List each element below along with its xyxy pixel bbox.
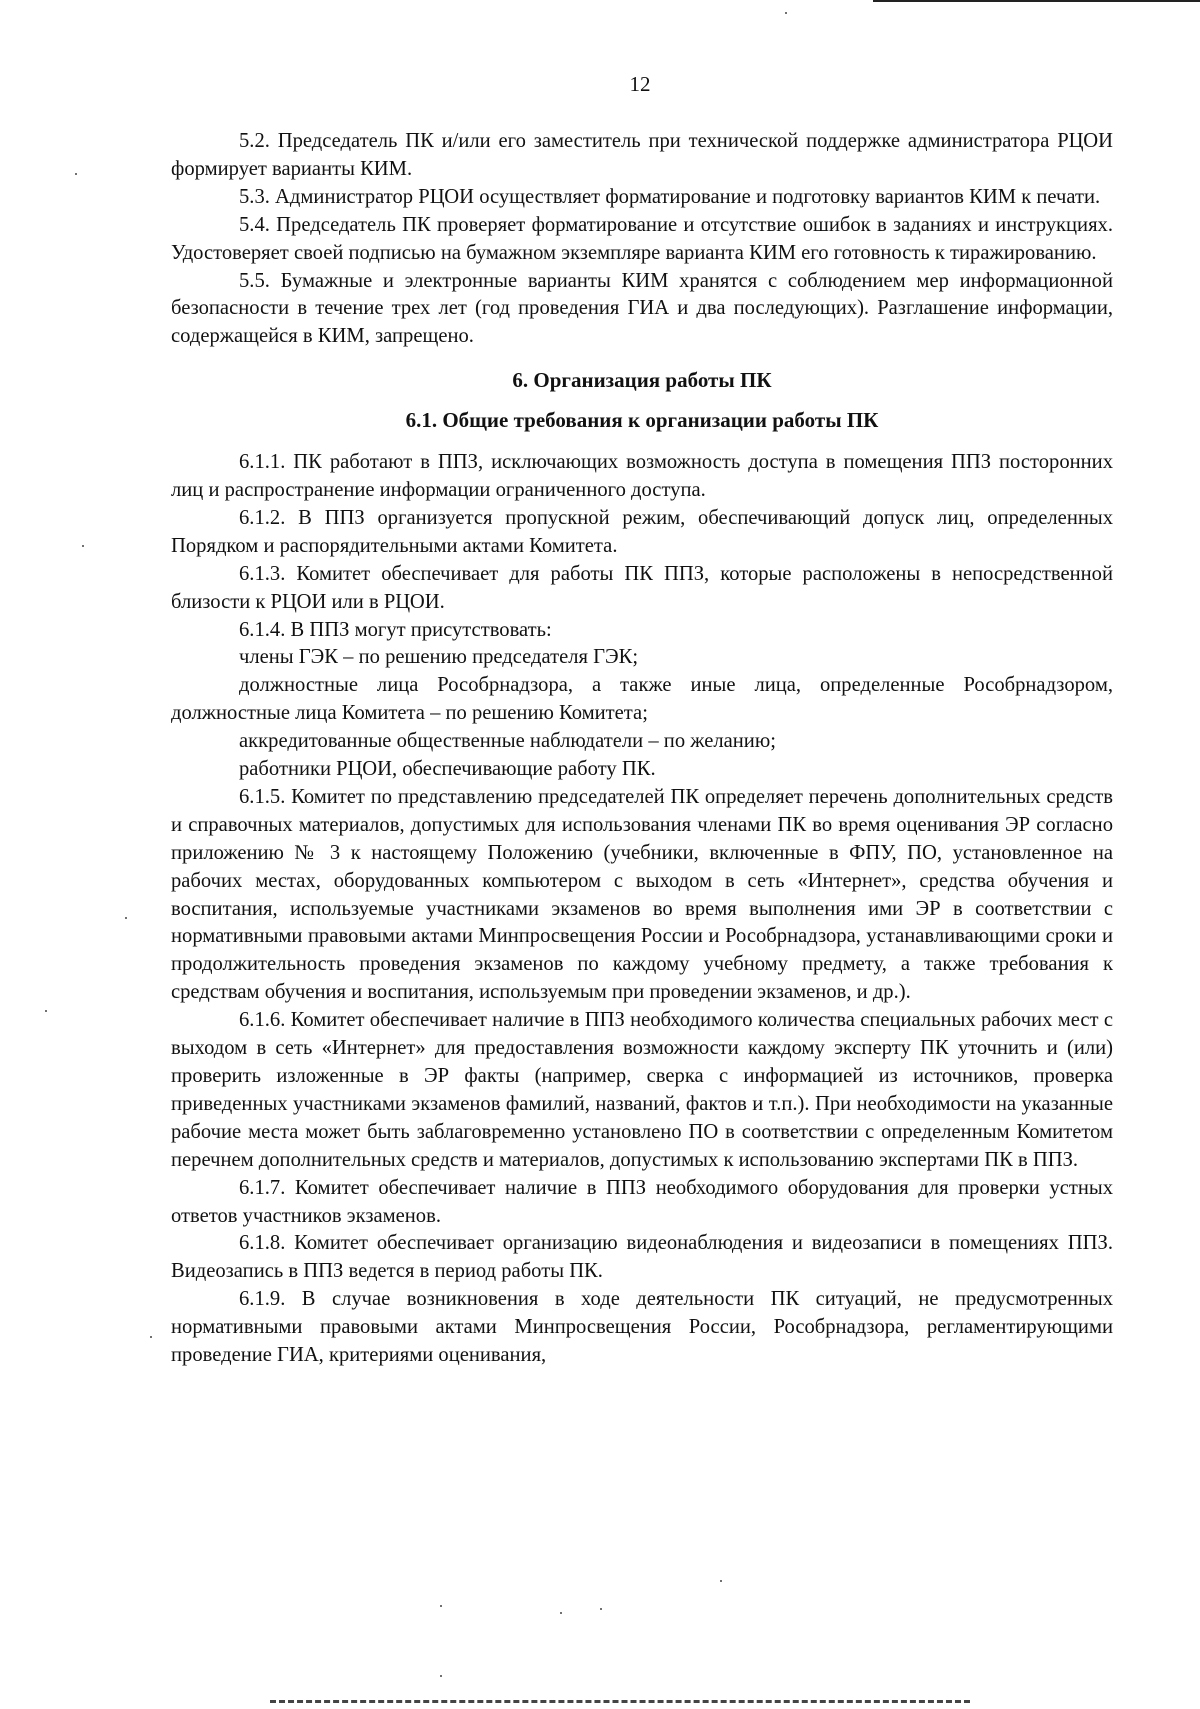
- scan-speck: [440, 1675, 442, 1677]
- paragraph-5-2: 5.2. Председатель ПК и/или его заместитель при технической поддержке администратора РЦОИ формирует варианты КИМ.: [171, 130, 1113, 180]
- scan-speck: [560, 1612, 562, 1614]
- paragraph-6-1-9: 6.1.9. В случае возникновения в ходе деятельности ПК ситуаций, не предусмотренных нормативными правовыми актами Минпросвещения России, Рособрнадзора, регламентирующими проведение ГИА, критериями оценивания,: [171, 1288, 1113, 1367]
- paragraph-6-1-3: 6.1.3. Комитет обеспечивает для работы ПК ППЗ, которые расположены в непосредственной близости к РЦОИ или в РЦОИ.: [171, 562, 1113, 613]
- list-item-rcoi-staff: работники РЦОИ, обеспечивающие работу ПК.: [239, 758, 656, 781]
- paragraph-5-5: 5.5. Бумажные и электронные варианты КИМ хранятся с соблюдением мер информационной безопасности в течение трех лет (год проведения ГИА и два последующих). Разглашение информации, содержащейся в КИМ, запрещено.: [171, 269, 1113, 348]
- paragraph-6-1-4: 6.1.4. В ППЗ могут присутствовать:: [239, 618, 552, 641]
- scan-speck: [150, 1336, 152, 1338]
- paragraph-6-1-8: 6.1.8. Комитет обеспечивает организацию видеонаблюдения и видеозаписи в помещениях ППЗ. Видеозапись в ППЗ ведется в период работы ПК.: [171, 1232, 1113, 1283]
- paragraph-6-1-6: 6.1.6. Комитет обеспечивает наличие в ППЗ необходимого количества специальных рабочих мест с выходом в сеть «Интернет» для предоставления возможности каждому эксперту ПК уточнить и (или) проверить изложенные в ЭР факты (например, сверка с информацией из источников, проверка приведенных участниками экзаменов фамилий, названий, фактов и т.п.). При необходимости на указанные рабочие места может быть заблаговременно установлено ПО в соответствии с определенным Комитетом перечнем дополнительных средств и материалов, допустимых к использованию экспертами ПК в ППЗ.: [171, 1009, 1113, 1171]
- paragraph-6-1-1: 6.1.1. ПК работают в ППЗ, исключающих возможность доступа в помещения ППЗ посторонних лиц и распространение информации ограниченного доступа.: [171, 451, 1113, 501]
- list-item-gek: члены ГЭК – по решению председателя ГЭК;: [239, 646, 639, 669]
- scan-speck: [440, 1605, 442, 1607]
- paragraph-6-1-2: 6.1.2. В ППЗ организуется пропускной режим, обеспечивающий допуск лиц, определенных Порядком и распорядительными актами Комитета.: [171, 506, 1113, 557]
- scan-speck: [125, 917, 127, 919]
- paragraph-6-1-5: 6.1.5. Комитет по представлению председателей ПК определяет перечень дополнительных средств и справочных материалов, допустимых для использования членами ПК во время оценивания ЭР согласно приложению № 3 к настоящему Положению (учебники, включенные в ФПУ, ПО, установленное на рабочих местах, оборудованных компьютером с выходом в сеть «Интернет», средства обучения и воспитания, используемые участниками экзаменов во время выполнения ими ЭР в соответствии с нормативными правовыми актами Минпросвещения России и Рособрнадзора, устанавливающими сроки и продолжительность проведения экзаменов по каждому учебному предмету, а также требования к средствам обучения и воспитания, используемым при проведении экзаменов, и др.).: [171, 785, 1113, 1004]
- scan-speck: [82, 545, 84, 547]
- scan-border-dashes: [270, 1700, 970, 1706]
- paragraph-5-3: 5.3. Администратор РЦОИ осуществляет форматирование и подготовку вариантов КИМ к печати.: [239, 185, 1101, 208]
- scan-speck: [75, 173, 77, 175]
- scan-speck: [720, 1580, 722, 1582]
- scan-border-line: [873, 0, 1200, 2]
- scan-speck: [785, 12, 787, 14]
- list-item-officials: должностные лица Рособрнадзора, а также иные лица, определенные Рособрнадзором, должностные лица Комитета – по решению Комитета;: [171, 674, 1113, 725]
- scan-speck: [600, 1608, 602, 1610]
- subsection-heading: 6.1. Общие требования к организации работы ПК: [405, 408, 879, 433]
- list-item-observers: аккредитованные общественные наблюдатели – по желанию;: [239, 730, 776, 753]
- document-body: [171, 128, 1113, 1370]
- section-heading: 6. Организация работы ПК: [512, 368, 772, 393]
- scan-speck: [45, 1010, 47, 1012]
- paragraph-6-1-7: 6.1.7. Комитет обеспечивает наличие в ППЗ необходимого оборудования для проверки устных ответов участников экзаменов.: [171, 1176, 1113, 1227]
- paragraph-5-4: 5.4. Председатель ПК проверяет форматирование и отсутствие ошибок в заданиях и инструкциях. Удостоверяет своей подписью на бумажном экземпляре варианта КИМ его готовность к тиражированию.: [171, 213, 1113, 264]
- page-number: 12: [629, 72, 651, 96]
